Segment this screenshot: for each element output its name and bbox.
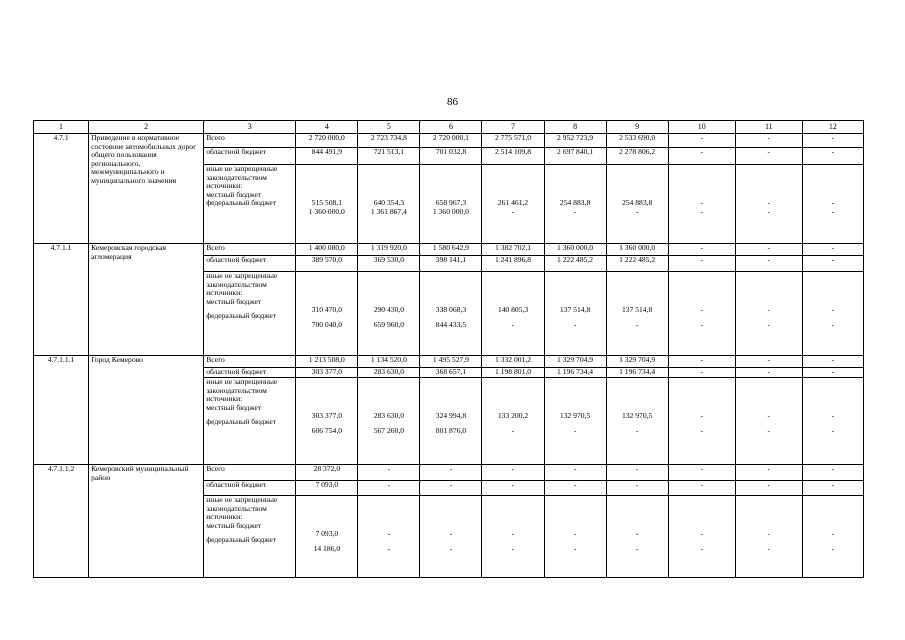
value-cell: 1 382 702,1 — [482, 244, 544, 256]
row-code: 4.7.1.1.2 — [34, 465, 89, 578]
federal-budget-value: - — [831, 319, 835, 329]
other-sources-label: иные не запрещенные законодательством источники: — [206, 495, 278, 522]
local-budget-value: 303 377,0 — [311, 411, 343, 420]
column-header: 10 — [668, 121, 735, 134]
local-budget-label: местный бюджет — [206, 296, 262, 306]
value-cell — [802, 496, 863, 578]
value-cell: - — [802, 465, 863, 481]
federal-budget-value: - — [387, 543, 391, 553]
value-cell — [735, 496, 802, 578]
value-cell: 1 134 520,0 — [358, 356, 420, 368]
federal-budget-value: - — [511, 319, 515, 329]
value-cell: - — [735, 481, 802, 496]
column-header: 2 — [89, 121, 204, 134]
other-sources-label: иные не запрещенные законодательством источники: — [206, 271, 278, 298]
value-cell — [544, 165, 606, 244]
federal-budget-value: - — [767, 206, 771, 216]
source-label: Всего — [204, 356, 296, 368]
value-cell: 1 241 896,8 — [482, 256, 544, 272]
value-cell: - — [668, 256, 735, 272]
local-budget-value: 7 093,0 — [315, 529, 339, 538]
value-cell: - — [482, 465, 544, 481]
value-cell — [420, 496, 482, 578]
local-budget-value: - — [767, 411, 771, 420]
local-budget-value: - — [449, 529, 453, 538]
value-cell — [544, 496, 606, 578]
value-cell: 1 222 485,2 — [606, 256, 668, 272]
value-cell — [296, 272, 358, 356]
value-cell — [358, 378, 420, 465]
value-cell: - — [668, 134, 735, 148]
federal-budget-value: - — [700, 319, 703, 329]
value-cell: - — [606, 465, 668, 481]
column-header: 5 — [358, 121, 420, 134]
row-name: Город Кемерово — [89, 356, 204, 465]
federal-budget-value: - — [700, 543, 703, 553]
local-budget-value: - — [700, 198, 703, 207]
value-cell: 1 495 527,9 — [420, 356, 482, 368]
local-budget-value: - — [700, 305, 703, 314]
local-budget-value: 133 200,2 — [497, 411, 529, 420]
local-budget-value: - — [573, 529, 577, 538]
value-cell — [358, 496, 420, 578]
local-budget-value: 132 970,5 — [559, 411, 591, 420]
other-sources-label: иные не запрещенные законодательством источники: — [206, 377, 278, 404]
federal-budget-value: 14 186,0 — [313, 543, 341, 553]
table-row — [34, 356, 864, 368]
federal-budget-value: 700 040,0 — [311, 319, 343, 329]
federal-budget-value: - — [573, 543, 577, 553]
value-cell — [482, 272, 544, 356]
value-cell — [420, 272, 482, 356]
federal-budget-label: федеральный бюджет — [206, 535, 277, 545]
local-budget-value: 290 430,0 — [373, 305, 405, 314]
value-cell: 7 093,0 — [296, 481, 358, 496]
value-cell: - — [735, 256, 802, 272]
value-cell: - — [544, 465, 606, 481]
value-cell: 701 032,8 — [420, 148, 482, 165]
value-cell: - — [420, 465, 482, 481]
federal-budget-value: - — [573, 425, 577, 435]
federal-budget-value: 659 960,0 — [373, 319, 405, 329]
local-budget-value: 324 994,8 — [435, 411, 467, 420]
other-sources-label: иные не запрещенные законодательством источники: — [206, 164, 278, 191]
value-cell: - — [802, 148, 863, 165]
local-budget-value: 310 470,0 — [311, 305, 343, 314]
local-budget-value: 140 805,3 — [497, 305, 529, 314]
federal-budget-value: - — [573, 319, 577, 329]
row-code: 4.7.1.1 — [34, 244, 89, 356]
column-header: 7 — [482, 121, 544, 134]
column-header: 9 — [606, 121, 668, 134]
value-cell: 369 530,0 — [358, 256, 420, 272]
value-cell — [358, 272, 420, 356]
value-cell: - — [735, 134, 802, 148]
value-cell: - — [544, 481, 606, 496]
federal-budget-value: 567 260,0 — [373, 425, 405, 435]
federal-budget-value: - — [573, 206, 577, 216]
value-cell: 283 630,0 — [358, 368, 420, 378]
source-label: областной бюджет — [204, 481, 296, 496]
column-header: 8 — [544, 121, 606, 134]
value-cell — [544, 378, 606, 465]
local-budget-value: - — [831, 198, 835, 207]
value-cell — [420, 165, 482, 244]
value-cell: - — [802, 356, 863, 368]
value-cell — [296, 165, 358, 244]
federal-budget-value: - — [831, 425, 835, 435]
value-cell: - — [668, 356, 735, 368]
federal-budget-value: 1 361 867,4 — [370, 206, 407, 216]
column-header: 6 — [420, 121, 482, 134]
source-label: областной бюджет — [204, 256, 296, 272]
other-sources-cell — [204, 378, 296, 465]
value-cell — [606, 496, 668, 578]
federal-budget-value: - — [449, 543, 453, 553]
value-cell: - — [668, 465, 735, 481]
federal-budget-value: - — [767, 543, 771, 553]
local-budget-label: местный бюджет — [206, 189, 262, 199]
federal-budget-value: - — [831, 206, 835, 216]
value-cell — [482, 165, 544, 244]
value-cell: - — [606, 481, 668, 496]
federal-budget-value: - — [635, 206, 639, 216]
federal-budget-value: - — [635, 319, 639, 329]
federal-budget-value: 801 876,0 — [435, 425, 467, 435]
federal-budget-value: - — [700, 206, 703, 216]
value-cell: - — [735, 368, 802, 378]
federal-budget-label: федеральный бюджет — [206, 198, 277, 208]
federal-budget-value: 1 360 000,0 — [308, 206, 345, 216]
source-label: областной бюджет — [204, 368, 296, 378]
local-budget-value: - — [831, 529, 835, 538]
value-cell: 28 372,0 — [296, 465, 358, 481]
local-budget-label: местный бюджет — [206, 402, 262, 412]
federal-budget-value: - — [831, 543, 835, 553]
value-cell: 1 360 000,0 — [606, 244, 668, 256]
value-cell — [668, 165, 735, 244]
value-cell: 2 514 109,8 — [482, 148, 544, 165]
table-row — [34, 134, 864, 148]
source-label: Всего — [204, 244, 296, 256]
row-name: Кемеровская городская агломерация — [89, 244, 204, 356]
local-budget-value: - — [700, 411, 703, 420]
local-budget-value: 283 630,0 — [373, 411, 405, 420]
value-cell — [358, 165, 420, 244]
local-budget-value: 254 883,8 — [559, 198, 591, 207]
value-cell: 1 332 001,2 — [482, 356, 544, 368]
federal-budget-value: 1 360 000,0 — [432, 206, 469, 216]
local-budget-value: 137 514,8 — [621, 305, 653, 314]
value-cell: 2 720 000,0 — [296, 134, 358, 148]
federal-budget-value: - — [767, 425, 771, 435]
federal-budget-label: федеральный бюджет — [206, 311, 277, 321]
local-budget-value: - — [387, 529, 391, 538]
value-cell: - — [358, 465, 420, 481]
value-cell — [544, 272, 606, 356]
source-label: областной бюджет — [204, 148, 296, 165]
column-header: 1 — [34, 121, 89, 134]
row-name: Кемеровский муниципальный район — [89, 465, 204, 578]
value-cell: - — [420, 481, 482, 496]
column-header: 11 — [735, 121, 802, 134]
value-cell — [802, 165, 863, 244]
value-cell — [802, 272, 863, 356]
value-cell — [420, 378, 482, 465]
value-cell — [802, 378, 863, 465]
value-cell — [668, 496, 735, 578]
budget-table — [33, 120, 864, 578]
value-cell — [296, 378, 358, 465]
other-sources-cell — [204, 496, 296, 578]
value-cell: - — [735, 148, 802, 165]
value-cell: 1 580 642,9 — [420, 244, 482, 256]
page-number: 86 — [447, 96, 458, 108]
value-cell: - — [802, 256, 863, 272]
value-cell: 2 775 571,0 — [482, 134, 544, 148]
local-budget-value: - — [767, 305, 771, 314]
value-cell: 2 278 806,2 — [606, 148, 668, 165]
value-cell: 1 196 734,4 — [606, 368, 668, 378]
value-cell: 844 491,9 — [296, 148, 358, 165]
federal-budget-value: - — [511, 206, 515, 216]
local-budget-value: 137 514,8 — [559, 305, 591, 314]
value-cell: - — [668, 148, 735, 165]
value-cell: 2 952 723,9 — [544, 134, 606, 148]
source-label: Всего — [204, 134, 296, 148]
budget-table-body — [34, 121, 864, 578]
value-cell: 398 141,1 — [420, 256, 482, 272]
other-sources-cell — [204, 272, 296, 356]
value-cell: - — [802, 134, 863, 148]
value-cell: - — [668, 368, 735, 378]
value-cell: 389 570,0 — [296, 256, 358, 272]
value-cell: - — [802, 481, 863, 496]
local-budget-value: - — [635, 529, 639, 538]
value-cell: 1 329 704,9 — [606, 356, 668, 368]
value-cell: 2 697 840,1 — [544, 148, 606, 165]
local-budget-value: 132 970,5 — [621, 411, 653, 420]
value-cell — [668, 272, 735, 356]
value-cell: - — [735, 244, 802, 256]
value-cell: - — [482, 481, 544, 496]
value-cell: 1 329 704,9 — [544, 356, 606, 368]
local-budget-value: 640 354,3 — [373, 198, 405, 207]
value-cell: - — [735, 465, 802, 481]
value-cell: - — [802, 368, 863, 378]
value-cell: 368 657,1 — [420, 368, 482, 378]
value-cell: 1 360 000,0 — [544, 244, 606, 256]
value-cell: 2 533 690,0 — [606, 134, 668, 148]
federal-budget-value: 606 754,0 — [311, 425, 343, 435]
local-budget-value: 338 068,3 — [435, 305, 467, 314]
header-row — [34, 121, 864, 134]
table-row — [34, 465, 864, 481]
column-header: 3 — [204, 121, 296, 134]
other-sources-cell — [204, 165, 296, 244]
federal-budget-value: - — [511, 425, 515, 435]
value-cell — [668, 378, 735, 465]
value-cell — [606, 165, 668, 244]
local-budget-value: 254 883,8 — [621, 198, 653, 207]
row-code: 4.7.1.1.1 — [34, 356, 89, 465]
value-cell: 2 720 000,1 — [420, 134, 482, 148]
value-cell: - — [735, 356, 802, 368]
value-cell — [735, 165, 802, 244]
column-header: 12 — [802, 121, 863, 134]
value-cell: - — [668, 244, 735, 256]
value-cell: 1 222 485,2 — [544, 256, 606, 272]
local-budget-value: - — [511, 529, 515, 538]
federal-budget-value: - — [700, 425, 703, 435]
local-budget-value: 515 508,1 — [311, 198, 343, 207]
value-cell: 1 400 080,0 — [296, 244, 358, 256]
federal-budget-value: - — [635, 543, 639, 553]
local-budget-value: - — [767, 198, 771, 207]
value-cell: - — [358, 481, 420, 496]
local-budget-value: - — [831, 305, 835, 314]
federal-budget-value: 844 433,5 — [435, 319, 467, 329]
federal-budget-value: - — [767, 319, 771, 329]
value-cell: 721 513,1 — [358, 148, 420, 165]
local-budget-value: 658 967,3 — [435, 198, 467, 207]
value-cell: 1 213 508,0 — [296, 356, 358, 368]
local-budget-label: местный бюджет — [206, 520, 262, 530]
value-cell — [296, 496, 358, 578]
value-cell — [606, 272, 668, 356]
column-header: 4 — [296, 121, 358, 134]
value-cell — [482, 378, 544, 465]
value-cell: - — [668, 481, 735, 496]
local-budget-value: - — [767, 529, 771, 538]
value-cell: 303 377,0 — [296, 368, 358, 378]
federal-budget-value: - — [511, 543, 515, 553]
federal-budget-label: федеральный бюджет — [206, 417, 277, 427]
local-budget-value: - — [831, 411, 835, 420]
value-cell — [482, 496, 544, 578]
value-cell — [606, 378, 668, 465]
value-cell: 1 198 801,0 — [482, 368, 544, 378]
value-cell: 1 196 734,4 — [544, 368, 606, 378]
table-row — [34, 244, 864, 256]
value-cell: 1 319 920,0 — [358, 244, 420, 256]
federal-budget-value: - — [635, 425, 639, 435]
value-cell — [735, 272, 802, 356]
local-budget-value: 261 461,2 — [497, 198, 529, 207]
row-code: 4.7.1 — [34, 134, 89, 244]
source-label: Всего — [204, 465, 296, 481]
row-name: Приведение в нормативное состояние автомобильных дорог общего пользования регионального, межмуниципального и муниципального значения — [89, 134, 204, 244]
value-cell: 2 723 734,8 — [358, 134, 420, 148]
value-cell — [735, 378, 802, 465]
local-budget-value: - — [700, 529, 703, 538]
value-cell: - — [802, 244, 863, 256]
